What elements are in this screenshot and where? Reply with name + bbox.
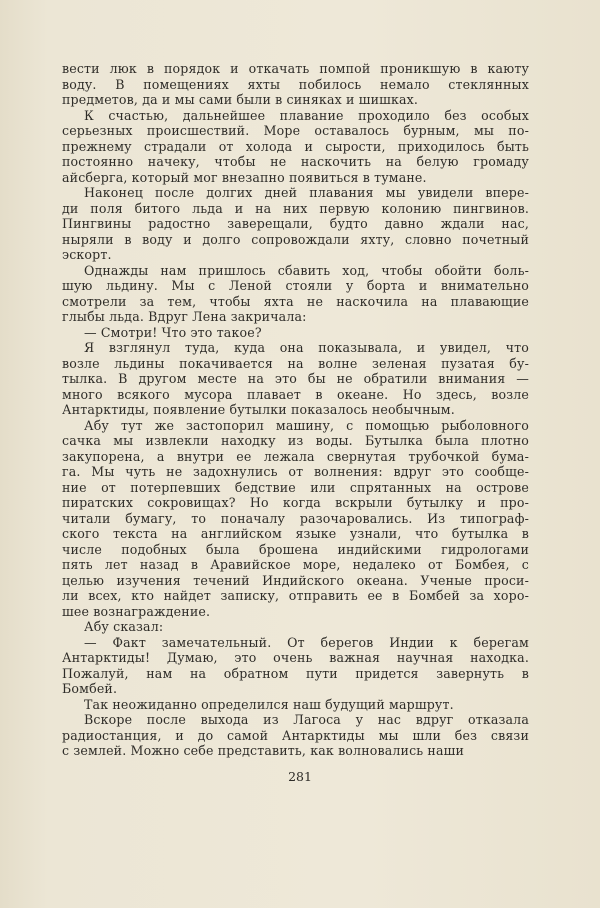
text-line: Наконец после долгих дней плавания мы увидели впере- — [84, 185, 529, 200]
text-line: смотрели за тем, чтобы яхта не наскочила на плавающие — [62, 293, 529, 309]
text-line: воду. В помещениях яхты побилось немало стеклянных — [62, 76, 529, 92]
text-line: числе подобных была брошена индийскими гидрологами — [62, 541, 529, 557]
text-line: Вскоре после выхода из Лагоса у нас вдруг отказала — [84, 712, 529, 727]
text-line: ского текста на английском языке узнали, что бутылка в — [62, 526, 529, 541]
body-text — [62, 61, 529, 759]
text-line: Пингвины радостно заверещали, будто давно ждали нас, — [62, 216, 529, 231]
text-line: сачка мы извлекли находку из воды. Бутылка была плотно — [62, 433, 529, 448]
text-line: эскорт. — [62, 247, 112, 262]
paragraph — [62, 697, 529, 713]
paragraph — [62, 635, 529, 697]
paragraph — [62, 619, 529, 635]
text-line: шую льдину. Мы с Леной стояли у борта и внимательно — [62, 278, 529, 293]
paragraph — [62, 712, 529, 759]
text-line: целью изучения течений Индийского океана. Ученые проси- — [62, 572, 529, 588]
paragraph — [62, 263, 529, 325]
text-line: айсберга, который мог внезапно появиться в тумане. — [62, 169, 427, 185]
text-line: га. Мы чуть не задохнулись от волнения: вдруг это сообще- — [62, 464, 529, 479]
text-line: К счастью, дальнейшее плавание проходило без особых — [84, 107, 529, 123]
text-line: много всякого мусора плавает в океане. Но здесь, возле — [62, 386, 529, 402]
text-line: глыбы льда. Вдруг Лена закричала: — [62, 309, 307, 324]
text-line: постоянно начеку, чтобы не наскочить на белую громаду — [62, 154, 529, 169]
text-line: Я взглянул туда, куда она показывала, и увидел, что — [84, 340, 529, 355]
text-line: закупорена, а внутри ее лежала свернутая трубочкой бума- — [62, 448, 529, 464]
text-line: Абу тут же застопорил машину, с помощью рыболовного — [84, 417, 529, 433]
text-line: — Факт замечательный. От берегов Индии к берегам — [84, 634, 529, 650]
paragraph — [62, 418, 529, 620]
paragraph — [62, 185, 529, 263]
text-line: прежнему страдали от холода и сырости, приходилось быть — [62, 138, 529, 154]
text-line: возле льдины покачивается на волне зеленая пузатая бу- — [62, 355, 529, 371]
text-line: радиостанция, и до самой Антарктиды мы шли без связи — [62, 727, 529, 743]
text-line: ди поля битого льда и на них первую колонию пингвинов. — [62, 200, 529, 216]
text-line: Пожалуй, нам на обратном пути придется завернуть в — [62, 665, 529, 681]
text-line: Антарктиды, появление бутылки показалось необычным. — [62, 402, 455, 417]
text-line: предметов, да и мы сами были в синяках и шишках. — [62, 92, 419, 107]
text-line: шее вознаграждение. — [62, 603, 211, 619]
text-line: с землей. Можно себе представить, как волновались наши — [62, 743, 465, 758]
text-line: пять лет назад в Аравийское море, недалеко от Бомбея, с — [62, 557, 529, 572]
text-line: Однажды нам пришлось сбавить ход, чтобы обойти боль- — [84, 262, 529, 278]
paragraph — [62, 340, 529, 418]
text-line: вести люк в порядок и откачать помпой проникшую в каюту — [62, 61, 529, 76]
paragraph — [62, 61, 529, 108]
paragraph — [62, 325, 529, 341]
page-number: 281 — [288, 769, 312, 784]
text-line: тылка. В другом месте на это бы не обратили внимания — — [62, 371, 529, 386]
text-line: Так неожиданно определился наш будущий маршрут. — [84, 696, 454, 712]
text-line: Абу сказал: — [84, 619, 164, 634]
text-line: ли всех, кто найдет записку, отправить ее в Бомбей за хоро- — [62, 588, 529, 603]
text-line: ныряли в воду и долго сопровождали яхту, словно почетный — [62, 231, 529, 247]
text-line: читали бумагу, то поначалу разочаровались. Из типограф- — [62, 510, 529, 526]
text-line: ние от потерпевших бедствие или спрятанных на острове — [62, 479, 529, 495]
paragraph — [62, 108, 529, 186]
text-line: серьезных происшествий. Море оставалось бурным, мы по- — [62, 123, 529, 138]
text-line: Бомбей. — [62, 681, 118, 696]
text-line: пиратских сокровищах? Но когда вскрыли бутылку и про- — [62, 495, 529, 510]
text-line: — Смотри! Что это такое? — [84, 324, 262, 340]
text-line: Антарктиды! Думаю, это очень важная научная находка. — [62, 650, 529, 665]
